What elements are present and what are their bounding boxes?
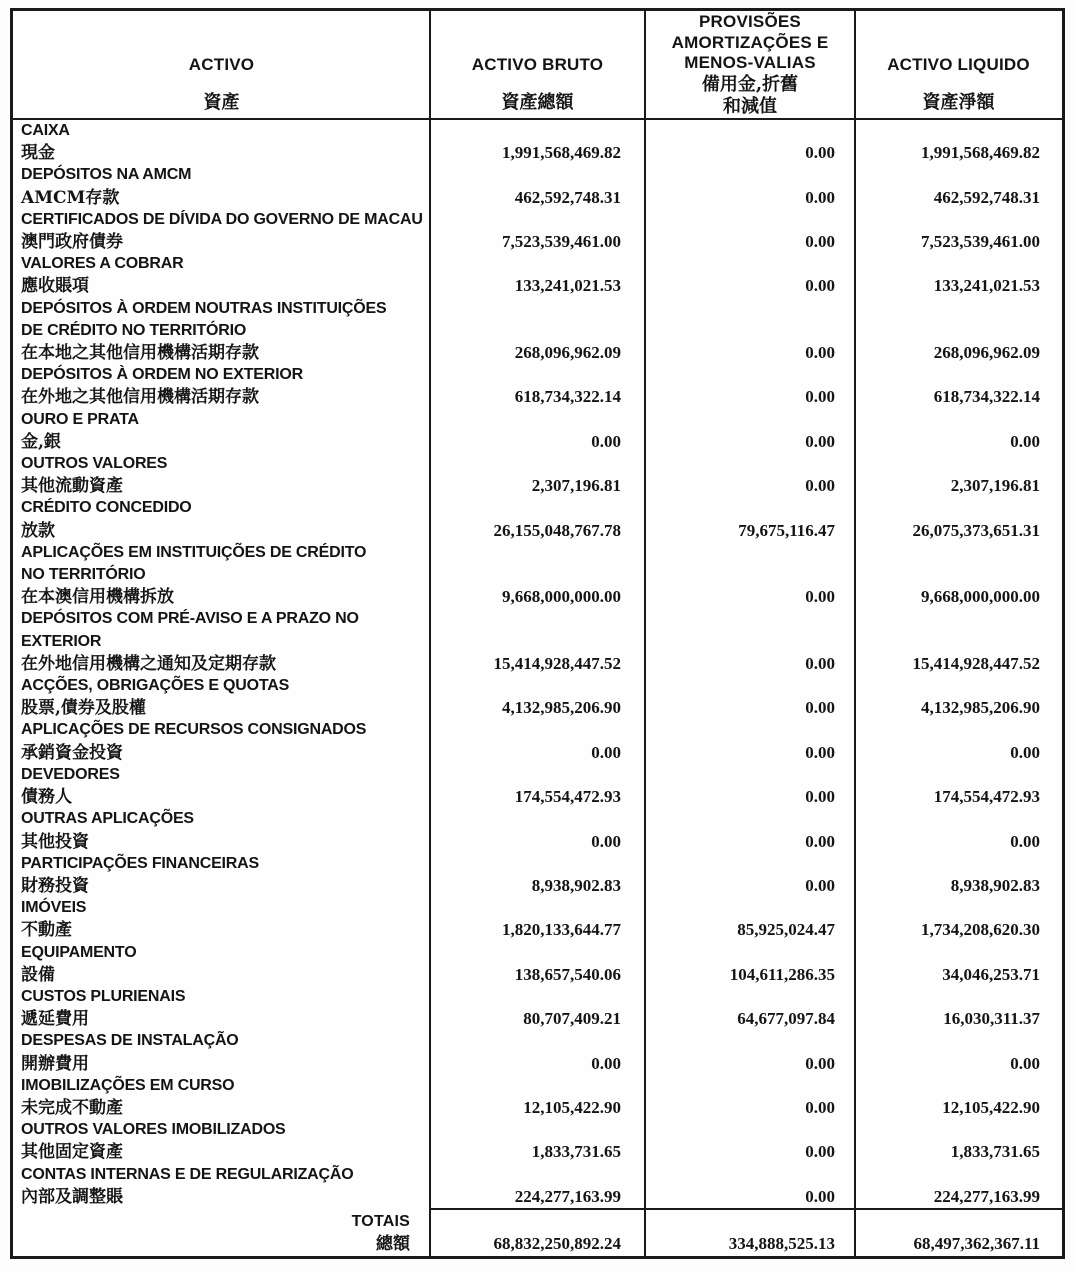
row-label-pt: OUTROS VALORES IMOBILIZADOS bbox=[21, 1121, 286, 1139]
amount-provisoes: 0.00 bbox=[805, 232, 835, 252]
row-label bbox=[13, 764, 430, 808]
row-label bbox=[13, 808, 430, 852]
row-label-zh: 金,銀 bbox=[21, 431, 61, 452]
amount-provisoes: 0.00 bbox=[805, 1053, 835, 1073]
amount-activo-liquido: 133,241,021.53 bbox=[933, 276, 1040, 296]
amount-provisoes: 0.00 bbox=[805, 143, 835, 163]
amount-provisoes: 0.00 bbox=[805, 431, 835, 451]
amount-activo-liquido: 1,991,568,469.82 bbox=[921, 143, 1040, 163]
amount-activo-bruto: 9,668,000,000.00 bbox=[502, 587, 621, 607]
row-label-pt: DEPÓSITOS À ORDEM NO EXTERIOR bbox=[21, 366, 303, 384]
row-label-zh: 未完成不動產 bbox=[21, 1097, 123, 1118]
amount-activo-bruto: 1,833,731.65 bbox=[531, 1142, 621, 1162]
table-row bbox=[13, 253, 1062, 297]
header-activo-bruto bbox=[430, 11, 645, 118]
row-label-zh: 其他固定資產 bbox=[21, 1142, 123, 1163]
amount-activo-bruto: 4,132,985,206.90 bbox=[502, 698, 621, 718]
row-label bbox=[13, 1119, 430, 1163]
table-row bbox=[13, 897, 1062, 941]
row-label-zh: 內部及調整賬 bbox=[21, 1186, 123, 1207]
amount-activo-liquido: 0.00 bbox=[1010, 742, 1040, 762]
amount-provisoes: 0.00 bbox=[805, 587, 835, 607]
amount-activo-liquido: 26,075,373,651.31 bbox=[912, 520, 1040, 540]
row-label-pt: NO TERRITÓRIO bbox=[21, 566, 146, 584]
column-divider bbox=[644, 11, 646, 1256]
row-label bbox=[13, 897, 430, 941]
row-label bbox=[13, 853, 430, 897]
amount-provisoes: 0.00 bbox=[805, 787, 835, 807]
row-label-zh: AMCM存款 bbox=[21, 187, 120, 208]
row-label bbox=[13, 497, 430, 541]
amount-provisoes: 0.00 bbox=[805, 1186, 835, 1206]
header-activo-pt: ACTIVO bbox=[188, 55, 255, 74]
amount-provisoes: 0.00 bbox=[805, 698, 835, 718]
table-row bbox=[13, 497, 1062, 541]
header-activo-liquido-pt: ACTIVO LIQUIDO bbox=[887, 55, 1030, 74]
row-label bbox=[13, 209, 430, 253]
amount-activo-liquido: 12,105,422.90 bbox=[942, 1097, 1040, 1117]
row-label-zh: 開辦費用 bbox=[21, 1053, 89, 1074]
table-row bbox=[13, 986, 1062, 1030]
amount-activo-liquido: 0.00 bbox=[1010, 831, 1040, 851]
row-label-zh: 其他流動資產 bbox=[21, 476, 123, 497]
row-label-pt: APLICAÇÕES EM INSTITUIÇÕES DE CRÉDITO bbox=[21, 543, 367, 561]
amount-activo-liquido: 8,938,902.83 bbox=[950, 875, 1040, 895]
row-label bbox=[13, 298, 430, 365]
totals-label bbox=[13, 1208, 430, 1256]
column-divider bbox=[429, 11, 431, 1256]
header-activo-liquido-zh: 資產淨額 bbox=[922, 92, 995, 113]
header-provisoes-line3: MENOS-VALIAS bbox=[684, 53, 816, 72]
amount-provisoes: 0.00 bbox=[805, 742, 835, 762]
amount-activo-bruto: 0.00 bbox=[591, 431, 621, 451]
row-label-zh: 不動產 bbox=[21, 920, 72, 941]
totals-row bbox=[13, 1208, 1062, 1256]
row-label-pt: EXTERIOR bbox=[21, 632, 102, 650]
amount-provisoes: 0.00 bbox=[805, 187, 835, 207]
amount-activo-liquido: 268,096,962.09 bbox=[933, 343, 1040, 363]
header-provisoes-zh2: 和減值 bbox=[723, 95, 777, 117]
table-header bbox=[13, 11, 1062, 120]
amount-provisoes: 0.00 bbox=[805, 831, 835, 851]
amount-activo-bruto: 1,820,133,644.77 bbox=[502, 920, 621, 940]
row-label-pt: IMOBILIZAÇÕES EM CURSO bbox=[21, 1076, 235, 1094]
row-label-pt: DEVEDORES bbox=[21, 765, 120, 783]
amount-activo-liquido: 1,833,731.65 bbox=[950, 1142, 1040, 1162]
table-row bbox=[13, 298, 1062, 365]
row-label-pt: EQUIPAMENTO bbox=[21, 943, 137, 961]
row-label-pt: ACÇÕES, OBRIGAÇÕES E QUOTAS bbox=[21, 677, 290, 695]
amount-activo-liquido: 462,592,748.31 bbox=[933, 187, 1040, 207]
row-label bbox=[13, 1030, 430, 1074]
amount-activo-bruto: 15,414,928,447.52 bbox=[493, 653, 621, 673]
row-label-zh: 其他投資 bbox=[21, 831, 89, 852]
header-activo-bruto-zh: 資產總額 bbox=[501, 92, 574, 113]
totals-activo-bruto: 68,832,250,892.24 bbox=[430, 1208, 645, 1256]
row-label-pt: APLICAÇÕES DE RECURSOS CONSIGNADOS bbox=[21, 721, 367, 739]
amount-activo-bruto: 8,938,902.83 bbox=[531, 875, 621, 895]
table-row bbox=[13, 764, 1062, 808]
table-row bbox=[13, 1075, 1062, 1119]
header-provisoes bbox=[645, 11, 855, 118]
amount-activo-bruto: 133,241,021.53 bbox=[514, 276, 621, 296]
amount-provisoes: 0.00 bbox=[805, 387, 835, 407]
amount-provisoes: 0.00 bbox=[805, 476, 835, 496]
amount-activo-bruto: 268,096,962.09 bbox=[514, 343, 621, 363]
row-label-pt: OURO E PRATA bbox=[21, 410, 139, 428]
row-label-zh: 在外地信用機構之通知及定期存款 bbox=[21, 653, 276, 674]
amount-provisoes: 79,675,116.47 bbox=[738, 520, 835, 540]
row-label bbox=[13, 675, 430, 719]
header-activo-bruto-pt: ACTIVO BRUTO bbox=[471, 55, 604, 74]
row-label-zh: 債務人 bbox=[21, 787, 72, 808]
amount-activo-bruto: 138,657,540.06 bbox=[514, 964, 621, 984]
amount-activo-bruto: 7,523,539,461.00 bbox=[502, 232, 621, 252]
row-label-pt: IMÓVEIS bbox=[21, 899, 87, 917]
amount-activo-liquido: 7,523,539,461.00 bbox=[921, 232, 1040, 252]
table-row bbox=[13, 453, 1062, 497]
table-row bbox=[13, 542, 1062, 609]
amount-activo-bruto: 0.00 bbox=[591, 742, 621, 762]
row-label-pt: OUTROS VALORES bbox=[21, 455, 168, 473]
amount-activo-liquido: 9,668,000,000.00 bbox=[921, 587, 1040, 607]
amount-activo-liquido: 174,554,472.93 bbox=[933, 787, 1040, 807]
table-row bbox=[13, 853, 1062, 897]
header-provisoes-line1: PROVISÕES bbox=[699, 12, 801, 31]
table-row bbox=[13, 808, 1062, 852]
table-row bbox=[13, 120, 1062, 164]
amount-provisoes: 104,611,286.35 bbox=[729, 964, 835, 984]
amount-activo-bruto: 1,991,568,469.82 bbox=[502, 143, 621, 163]
row-label bbox=[13, 120, 430, 164]
table-row bbox=[13, 719, 1062, 763]
amount-activo-bruto: 174,554,472.93 bbox=[514, 787, 621, 807]
amount-provisoes: 0.00 bbox=[805, 276, 835, 296]
row-label-zh: 應收賬項 bbox=[21, 276, 89, 297]
table-row bbox=[13, 1119, 1062, 1163]
amount-activo-bruto: 12,105,422.90 bbox=[523, 1097, 621, 1117]
row-label-zh: 澳門政府債券 bbox=[21, 232, 123, 253]
table-row bbox=[13, 675, 1062, 719]
row-label bbox=[13, 164, 430, 208]
amount-provisoes: 0.00 bbox=[805, 1142, 835, 1162]
row-label bbox=[13, 986, 430, 1030]
amount-activo-liquido: 224,277,163.99 bbox=[933, 1186, 1040, 1206]
header-provisoes-line2: AMORTIZAÇÕES E bbox=[671, 32, 829, 52]
amount-activo-liquido: 4,132,985,206.90 bbox=[921, 698, 1040, 718]
row-label-zh: 現金 bbox=[21, 143, 55, 164]
amount-activo-liquido: 16,030,311.37 bbox=[943, 1009, 1040, 1029]
row-label-zh: 在本地之其他信用機構活期存款 bbox=[21, 343, 259, 364]
table-body bbox=[13, 120, 1062, 1208]
table-row bbox=[13, 608, 1062, 675]
row-label bbox=[13, 409, 430, 453]
row-label-zh: 在外地之其他信用機構活期存款 bbox=[21, 387, 259, 408]
row-label bbox=[13, 1164, 430, 1208]
table-row bbox=[13, 409, 1062, 453]
amount-activo-bruto: 2,307,196.81 bbox=[531, 476, 621, 496]
amount-provisoes: 0.00 bbox=[805, 875, 835, 895]
row-label bbox=[13, 253, 430, 297]
totals-activo-liquido: 68,497,362,367.11 bbox=[855, 1208, 1062, 1256]
amount-activo-bruto: 26,155,048,767.78 bbox=[493, 520, 621, 540]
table-row bbox=[13, 942, 1062, 986]
row-label bbox=[13, 1075, 430, 1119]
amount-activo-bruto: 80,707,409.21 bbox=[523, 1009, 621, 1029]
amount-activo-bruto: 0.00 bbox=[591, 831, 621, 851]
row-label-zh: 財務投資 bbox=[21, 875, 89, 896]
row-label-pt: DEPÓSITOS À ORDEM NOUTRAS INSTITUIÇÕES bbox=[21, 299, 387, 317]
totals-label-zh: 總額 bbox=[376, 1233, 410, 1254]
column-divider bbox=[854, 11, 856, 1256]
row-label-pt: CERTIFICADOS DE DÍVIDA DO GOVERNO DE MACAU bbox=[21, 210, 423, 228]
table-row bbox=[13, 164, 1062, 208]
totals-provisoes: 334,888,525.13 bbox=[645, 1208, 855, 1256]
row-label-pt: DE CRÉDITO NO TERRITÓRIO bbox=[21, 321, 247, 339]
row-label-zh: 在本澳信用機構拆放 bbox=[21, 587, 174, 608]
amount-activo-bruto: 0.00 bbox=[591, 1053, 621, 1073]
amount-activo-liquido: 15,414,928,447.52 bbox=[912, 653, 1040, 673]
header-activo-liquido bbox=[855, 11, 1062, 118]
row-label bbox=[13, 364, 430, 408]
header-activo bbox=[13, 11, 430, 118]
amount-activo-liquido: 0.00 bbox=[1010, 1053, 1040, 1073]
amount-activo-liquido: 618,734,322.14 bbox=[933, 387, 1040, 407]
balance-sheet-table bbox=[10, 8, 1065, 1259]
row-label bbox=[13, 719, 430, 763]
amount-activo-liquido: 1,734,208,620.30 bbox=[921, 920, 1040, 940]
amount-provisoes: 0.00 bbox=[805, 1097, 835, 1117]
header-provisoes-zh1: 備用金,折舊 bbox=[701, 73, 799, 95]
amount-activo-liquido: 0.00 bbox=[1010, 431, 1040, 451]
amount-provisoes: 85,925,024.47 bbox=[737, 920, 835, 940]
row-label-zh: 承銷資金投資 bbox=[21, 742, 123, 763]
row-label bbox=[13, 608, 430, 675]
amount-activo-liquido: 2,307,196.81 bbox=[950, 476, 1040, 496]
row-label-zh: 股票,債券及股權 bbox=[21, 698, 146, 719]
row-label-pt: CRÉDITO CONCEDIDO bbox=[21, 499, 192, 517]
row-label-pt: OUTRAS APLICAÇÕES bbox=[21, 810, 194, 828]
amount-provisoes: 0.00 bbox=[805, 343, 835, 363]
row-label-pt: DESPESAS DE INSTALAÇÃO bbox=[21, 1032, 239, 1050]
amount-provisoes: 64,677,097.84 bbox=[737, 1009, 835, 1029]
row-label-pt: CUSTOS PLURIENAIS bbox=[21, 987, 186, 1005]
header-activo-zh: 資產 bbox=[203, 92, 240, 113]
totals-label-pt: TOTAIS bbox=[351, 1212, 410, 1230]
row-label-zh: 遞延費用 bbox=[21, 1009, 89, 1030]
row-label-pt: VALORES A COBRAR bbox=[21, 255, 184, 273]
row-label-pt: CAIXA bbox=[21, 122, 70, 139]
amount-provisoes: 0.00 bbox=[805, 653, 835, 673]
amount-activo-liquido: 34,046,253.71 bbox=[942, 964, 1040, 984]
row-label-pt: CONTAS INTERNAS E DE REGULARIZAÇÃO bbox=[21, 1165, 354, 1183]
amount-activo-bruto: 462,592,748.31 bbox=[514, 187, 621, 207]
row-label-pt: DEPÓSITOS COM PRÉ-AVISO E A PRAZO NO bbox=[21, 610, 359, 628]
row-label bbox=[13, 942, 430, 986]
table-row bbox=[13, 209, 1062, 253]
table-row bbox=[13, 1030, 1062, 1074]
row-label-zh: 放款 bbox=[21, 520, 55, 541]
row-label bbox=[13, 542, 430, 609]
amount-activo-bruto: 224,277,163.99 bbox=[514, 1186, 621, 1206]
row-label-zh: 設備 bbox=[21, 964, 55, 985]
row-label bbox=[13, 453, 430, 497]
table-row bbox=[13, 1164, 1062, 1208]
row-label-pt: DEPÓSITOS NA AMCM bbox=[21, 166, 192, 184]
table-row bbox=[13, 364, 1062, 408]
row-label-pt: PARTICIPAÇÕES FINANCEIRAS bbox=[21, 854, 259, 872]
amount-activo-bruto: 618,734,322.14 bbox=[514, 387, 621, 407]
